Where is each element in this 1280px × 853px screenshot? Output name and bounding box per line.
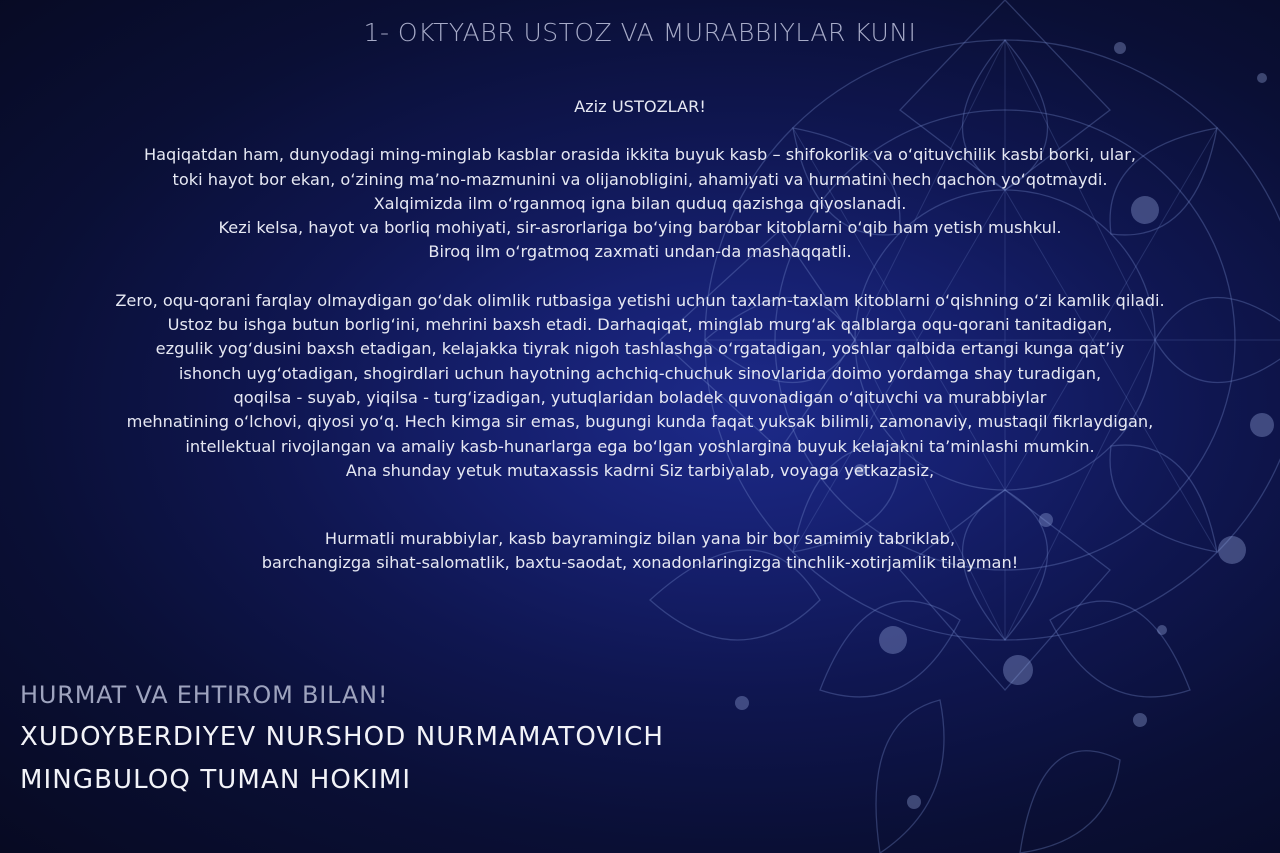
letter-greeting: Aziz USTOZLAR! (574, 97, 706, 116)
letter-line: Kezi kelsa, hayot va borliq mohiyati, sir-asrorlariga bo‘ying barobar kitoblarni o‘qib ham yetish mushkul. (218, 218, 1062, 238)
signature-closing: HURMAT VA EHTIROM BILAN! (20, 681, 389, 709)
letter-line: mehnatining o‘lchovi, qiyosi yo‘q. Hech kimga sir emas, bugungi kunda faqat yuksak bilimli, zamonaviy, mustaqil fikrlaydigan, (126, 412, 1154, 432)
greeting-letter (40, 95, 1240, 576)
letter-line: Biroq ilm o‘rgatmoq zaxmati undan-da mashaqqatli. (428, 242, 852, 262)
letter-line: intellektual rivojlangan va amaliy kasb-hunarlarga ega bo‘lgan yoshlargina buyuk kelajakni ta’minlashi mumkin. (185, 436, 1095, 456)
letter-line: Ustoz bu ishga butun borlig‘ini, mehrini baxsh etadi. Darhaqiqat, minglab murg‘ak qalblarga oqu-qorani tanitadigan, (167, 315, 1113, 335)
letter-line: Hurmatli murabbiylar, kasb bayramingiz bilan yana bir bor samimiy tabriklab, (324, 529, 956, 549)
signature-name: XUDOYBERDIYEV NURSHOD NURMAMATOVICH (20, 722, 665, 752)
letter-line: Haqiqatdan ham, dunyodagi ming-minglab kasblar orasida ikkita buyuk kasb – shifokorlik va o‘qituvchilik kasbi borki, ular, (143, 145, 1137, 165)
letter-line: ishonch uyg‘otadigan, shogirdlari uchun hayotning achchiq-chuchuk sinovlarida doimo yordamga shay turadigan, (178, 363, 1102, 383)
letter-line: qoqilsa - suyab, yiqilsa - turg‘izadigan, yutuqlaridan boladek quvonadigan o‘qituvchi va murabbiylar (233, 387, 1047, 407)
letter-line: toki hayot bor ekan, o‘zining ma’no-mazmunini va olijanobligini, ahamiyati va hurmatini hech qachon yo‘qotmaydi. (172, 169, 1108, 189)
letter-line: ezgulik yog‘dusini baxsh etadigan, kelajakka tiyrak nigoh tashlashga o‘rgatadigan, yoshlar qalbida ertangi kunga qat’iy (155, 339, 1125, 359)
letter-line: Xalqimizda ilm o‘rganmoq igna bilan quduq qazishga qiyoslanadi. (373, 193, 907, 213)
letter-line: barchangizga sihat-salomatlik, baxtu-saodat, xonadonlaringizga tinchlik-xotirjamlik tilayman! (261, 553, 1019, 573)
page-title: 1- OKTYABR USTOZ VA MURABBIYLAR KUNI (363, 18, 917, 47)
letter-line: Zero, oqu-qorani farqlay olmaydigan go‘dak olimlik rutbasiga yetishi uchun taxlam-taxlam kitoblarni o‘qishning o‘zi kamlik qiladi. (115, 290, 1165, 310)
signature-position: MINGBULOQ TUMAN HOKIMI (20, 765, 412, 795)
letter-line: Ana shunday yetuk mutaxassis kadrni Siz tarbiyalab, voyaga yetkazasiz, (345, 460, 935, 480)
